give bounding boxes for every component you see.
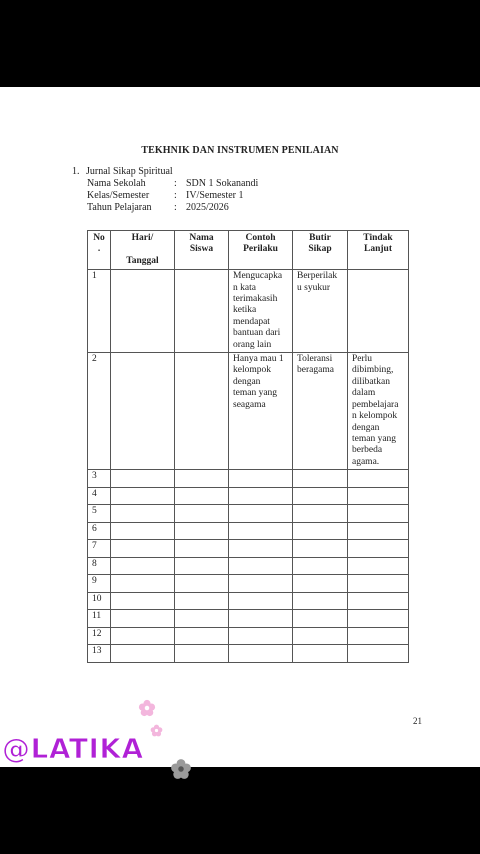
- table-cell: [111, 540, 175, 558]
- table-cell: 3: [88, 470, 111, 488]
- info-value: IV/Semester 1: [186, 190, 244, 202]
- info-row: [87, 190, 258, 202]
- table-cell: [175, 505, 229, 523]
- flower-icon: [150, 724, 163, 737]
- section-title: Jurnal Sikap Spiritual: [86, 166, 173, 177]
- table-cell: 10: [88, 592, 111, 610]
- table-cell: [175, 270, 229, 353]
- column-header: No .: [88, 231, 111, 270]
- table-cell: [175, 610, 229, 628]
- table-row: [88, 270, 409, 353]
- table-cell: [229, 627, 293, 645]
- table-cell: [111, 575, 175, 593]
- table-cell: [348, 592, 409, 610]
- table-row: [88, 557, 409, 575]
- table-cell: Perlu dibimbing, dilibatkan dalam pembelajara n kelompok dengan teman yang berbeda agama.: [348, 353, 409, 470]
- table-cell: [348, 505, 409, 523]
- assessment-table: [87, 230, 409, 663]
- table-cell: [229, 522, 293, 540]
- table-cell: [175, 592, 229, 610]
- info-label: Kelas/Semester: [87, 190, 150, 202]
- table-cell: [175, 487, 229, 505]
- table-body: [88, 270, 409, 662]
- table-row: [88, 610, 409, 628]
- section-number: 1.: [72, 166, 80, 177]
- section-heading: [72, 166, 173, 178]
- table-cell: 7: [88, 540, 111, 558]
- table-cell: [111, 610, 175, 628]
- table-cell: [111, 487, 175, 505]
- table-cell: Mengucapka n kata terimakasih ketika mendapat bantuan dari orang lain: [229, 270, 293, 353]
- table-row: [88, 627, 409, 645]
- watermark-text: @LATIKA: [2, 732, 144, 765]
- info-row: [87, 202, 258, 214]
- column-header: Contoh Perilaku: [229, 231, 293, 270]
- table-cell: 12: [88, 627, 111, 645]
- table-cell: [111, 470, 175, 488]
- table-row: [88, 592, 409, 610]
- table-cell: [348, 487, 409, 505]
- table-cell: 9: [88, 575, 111, 593]
- table-cell: 2: [88, 353, 111, 470]
- table-row: [88, 353, 409, 470]
- table-cell: [293, 522, 348, 540]
- table-cell: [229, 505, 293, 523]
- table-cell: [293, 627, 348, 645]
- table-cell: [348, 470, 409, 488]
- info-value: 2025/2026: [186, 202, 229, 214]
- table-cell: 13: [88, 645, 111, 663]
- table-row: [88, 487, 409, 505]
- info-value: SDN 1 Sokanandi: [186, 178, 259, 189]
- table-cell: [111, 522, 175, 540]
- flower-icon: [138, 699, 156, 717]
- table-cell: 6: [88, 522, 111, 540]
- table-cell: [293, 592, 348, 610]
- table-cell: [175, 645, 229, 663]
- table-cell: [348, 557, 409, 575]
- table-cell: [348, 270, 409, 353]
- table-cell: [175, 470, 229, 488]
- table-cell: 1: [88, 270, 111, 353]
- table-cell: [293, 645, 348, 663]
- table-cell: Berperilak u syukur: [293, 270, 348, 353]
- table-cell: [293, 610, 348, 628]
- table-cell: [229, 645, 293, 663]
- table-cell: [175, 575, 229, 593]
- table-cell: [175, 522, 229, 540]
- school-info: [87, 178, 258, 215]
- table-cell: [293, 505, 348, 523]
- info-separator: :: [174, 202, 177, 214]
- table-cell: [229, 592, 293, 610]
- table-cell: [229, 610, 293, 628]
- column-header: Butir Sikap: [293, 231, 348, 270]
- table-cell: [111, 505, 175, 523]
- table-cell: [293, 557, 348, 575]
- page-number: 21: [413, 716, 422, 726]
- table-cell: [293, 487, 348, 505]
- table-cell: [229, 470, 293, 488]
- info-label: Nama Sekolah: [87, 178, 146, 189]
- table-cell: [229, 540, 293, 558]
- document-title: TEKHNIK DAN INSTRUMEN PENILAIAN: [141, 145, 339, 156]
- table-cell: Toleransi beragama: [293, 353, 348, 470]
- table-row: [88, 540, 409, 558]
- info-label: Tahun Pelajaran: [87, 202, 152, 214]
- table-row: [88, 645, 409, 663]
- table-cell: [175, 353, 229, 470]
- table-cell: 8: [88, 557, 111, 575]
- info-separator: :: [174, 190, 177, 202]
- table-cell: [348, 627, 409, 645]
- table-cell: [175, 627, 229, 645]
- table-cell: [111, 592, 175, 610]
- table-cell: [348, 540, 409, 558]
- table-cell: [111, 627, 175, 645]
- table-cell: [348, 645, 409, 663]
- table-cell: [229, 487, 293, 505]
- table-cell: [175, 540, 229, 558]
- table-cell: [348, 575, 409, 593]
- table-cell: [111, 353, 175, 470]
- table-cell: 4: [88, 487, 111, 505]
- column-header: Nama Siswa: [175, 231, 229, 270]
- table-cell: [293, 540, 348, 558]
- info-separator: :: [174, 178, 177, 189]
- table-cell: [229, 575, 293, 593]
- column-header: Hari/ Tanggal: [111, 231, 175, 270]
- table-row: [88, 522, 409, 540]
- table-cell: Hanya mau 1 kelompok dengan teman yang seagama: [229, 353, 293, 470]
- table-cell: [348, 610, 409, 628]
- flower-icon: [170, 758, 192, 780]
- table-header-row: [88, 231, 409, 270]
- table-cell: 11: [88, 610, 111, 628]
- table-cell: [293, 575, 348, 593]
- table-cell: [175, 557, 229, 575]
- table-cell: [111, 270, 175, 353]
- table-row: [88, 470, 409, 488]
- table-cell: 5: [88, 505, 111, 523]
- table-row: [88, 575, 409, 593]
- document-page: [0, 87, 480, 767]
- table-cell: [111, 645, 175, 663]
- info-row: [87, 178, 258, 190]
- column-header: Tindak Lanjut: [348, 231, 409, 270]
- table-cell: [348, 522, 409, 540]
- table-cell: [229, 557, 293, 575]
- table-row: [88, 505, 409, 523]
- table-cell: [293, 470, 348, 488]
- table-cell: [111, 557, 175, 575]
